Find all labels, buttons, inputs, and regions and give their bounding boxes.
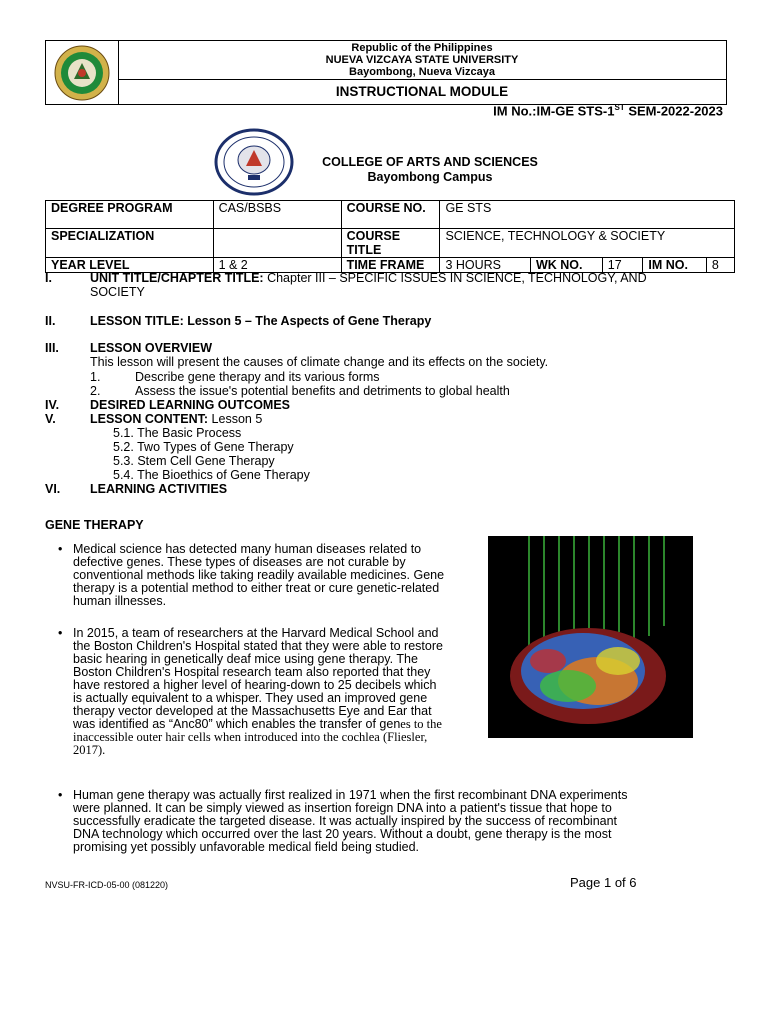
learning-activities-label: LEARNING ACTIVITIES xyxy=(90,482,228,496)
header-institution xyxy=(118,41,726,80)
unit-title-label: UNIT TITLE/CHAPTER TITLE: xyxy=(90,271,264,285)
overview-item-1-text: Describe gene therapy and its various forms xyxy=(135,370,380,384)
learning-outcomes-label: DESIRED LEARNING OUTCOMES xyxy=(90,398,291,412)
course-info-table xyxy=(45,200,735,273)
section-5-number: V. xyxy=(45,412,56,426)
bullet-2-line: have restored a higher level of hearing-down to 25 decibels which xyxy=(73,678,437,692)
lesson-content-text: Lesson 5 xyxy=(208,412,263,426)
course-no-label: COURSE NO. xyxy=(341,201,440,229)
section-1-number: I. xyxy=(45,271,52,285)
degree-program-label: DEGREE PROGRAM xyxy=(46,201,214,229)
bullet-1-text xyxy=(73,543,477,608)
year-level-value: 1 & 2 xyxy=(213,258,341,273)
bullet-1-line: human illnesses. xyxy=(73,594,167,608)
im-no-label: IM NO. xyxy=(643,258,706,273)
specialization-value xyxy=(213,229,341,258)
university-seal-icon xyxy=(46,41,118,104)
im-number: IM No.:IM-GE STS-1ST SEM-2022-2023 xyxy=(493,103,723,119)
bullet-2-marker: • xyxy=(58,626,63,640)
im-no-value: 8 xyxy=(706,258,734,273)
university-location: Bayombong, Nueva Vizcaya xyxy=(349,66,495,78)
bullet-2-line: 2017). xyxy=(73,743,106,757)
time-frame-value: 3 HOURS xyxy=(440,258,531,273)
unit-title-text: Chapter III – SPECIFIC ISSUES IN SCIENCE, TECHNOLOGY, AND xyxy=(263,271,647,285)
university-logo-cell xyxy=(46,41,119,104)
college-seal-icon xyxy=(214,128,294,201)
bullet-3-text xyxy=(73,789,693,854)
lesson-content-label: LESSON CONTENT: xyxy=(90,412,209,426)
specialization-label: SPECIALIZATION xyxy=(46,229,214,258)
bullet-2-line: In 2015, a team of researchers at the Harvard Medical School and xyxy=(73,626,439,640)
bullet-1-line: therapy is a potential method to either treat or cure genetic-related xyxy=(73,581,440,595)
section-1-unit-title xyxy=(90,271,730,299)
bullet-1-line: defective genes. These types of diseases are not curable by xyxy=(73,555,406,569)
bullet-1-marker: • xyxy=(58,542,63,556)
unit-title-text-2: SOCIETY xyxy=(90,285,145,299)
bullet-2-line: therapy vector developed at the Massachusetts Eye and Ear that xyxy=(73,704,432,718)
lesson-content xyxy=(90,412,262,426)
gene-therapy-heading: GENE THERAPY xyxy=(45,518,144,532)
degree-program-value: CAS/BSBS xyxy=(213,201,341,229)
year-level-label: YEAR LEVEL xyxy=(46,258,214,273)
gene-therapy-dna-image xyxy=(488,536,693,738)
bullet-2-line: inaccessible outer hair cells when introduced into the cochlea (Fliesler, xyxy=(73,730,428,744)
lesson-title: LESSON TITLE: Lesson 5 – The Aspects of Gene Therapy xyxy=(90,314,432,328)
overview-item-2-num: 2. xyxy=(90,384,101,398)
section-3-number: III. xyxy=(45,341,59,355)
section-4-number: IV. xyxy=(45,398,60,412)
lesson-overview-label: LESSON OVERVIEW xyxy=(90,341,213,355)
college-name: COLLEGE OF ARTS AND SCIENCES xyxy=(322,155,538,169)
college-heading xyxy=(300,155,560,185)
bullet-2-line: basic hearing in genetically deaf mice using gene therapy. The xyxy=(73,652,418,666)
bullet-3-line: were planned. It can be simply viewed as insertion foreign DNA into a patient's tissue that hope to xyxy=(73,801,612,815)
dna-molecule-illustration xyxy=(488,536,693,738)
bullet-2-line: Boston Children's Hospital research team also reported that they xyxy=(73,665,431,679)
course-title-value: SCIENCE, TECHNOLOGY & SOCIETY xyxy=(440,229,735,258)
university-name: NUEVA VIZCAYA STATE UNIVERSITY xyxy=(325,54,519,66)
bullet-2-line: the Boston Children's Hospital stated that they were able to restore xyxy=(73,639,443,653)
campus-name: Bayombong Campus xyxy=(367,170,493,184)
bullet-3-line: Human gene therapy was actually first realized in 1971 when the first recombinant DNA experiments xyxy=(73,788,628,802)
bullet-2-line: is actually equivalent to a whisper. They used an improved gene xyxy=(73,691,428,705)
overview-item-2-text: Assess the issue's potential benefits and detriments to global health xyxy=(135,384,510,398)
lesson-overview-text: This lesson will present the causes of climate change and its effects on the society. xyxy=(90,355,549,369)
form-code: NVSU-FR-ICD-05-00 (081220) xyxy=(45,880,169,890)
bullet-2-line: was identified as “Anc80” which enables the transfer of genes to the xyxy=(73,717,442,731)
bullet-1-line: Medical science has detected many human diseases related to xyxy=(73,542,422,556)
module-title: INSTRUCTIONAL MODULE xyxy=(335,84,509,99)
content-item-3: 5.3. Stem Cell Gene Therapy xyxy=(113,454,275,468)
time-frame-label: TIME FRAME xyxy=(341,258,440,273)
bullet-3-line: successfully eradicate the targeted disease. It was actually inspired by the success of recombinant xyxy=(73,814,618,828)
content-item-1: 5.1. The Basic Process xyxy=(113,426,242,440)
section-6-number: VI. xyxy=(45,482,61,496)
bullet-3-marker: • xyxy=(58,788,63,802)
header-box xyxy=(45,40,727,105)
bullet-3-line: DNA technology which occurred over the last 20 years. Without a doubt, gene therapy is the most xyxy=(73,827,612,841)
course-title-label: COURSE TITLE xyxy=(341,229,440,258)
section-2-number: II. xyxy=(45,314,56,328)
content-item-2: 5.2. Two Types of Gene Therapy xyxy=(113,440,294,454)
wk-no-value: 17 xyxy=(602,258,643,273)
republic-text: Republic of the Philippines xyxy=(351,42,493,54)
overview-item-1-num: 1. xyxy=(90,370,101,384)
wk-no-label: WK NO. xyxy=(530,258,602,273)
course-no-value: GE STS xyxy=(440,201,735,229)
bullet-3-line: promising yet possibly unfavorable medical field being studied. xyxy=(73,840,420,854)
content-item-4: 5.4. The Bioethics of Gene Therapy xyxy=(113,468,310,482)
page-number: Page 1 of 6 xyxy=(570,875,637,890)
bullet-1-line: conventional methods like taking readily available medicines. Gene xyxy=(73,568,445,582)
bullet-2-text xyxy=(73,627,477,757)
